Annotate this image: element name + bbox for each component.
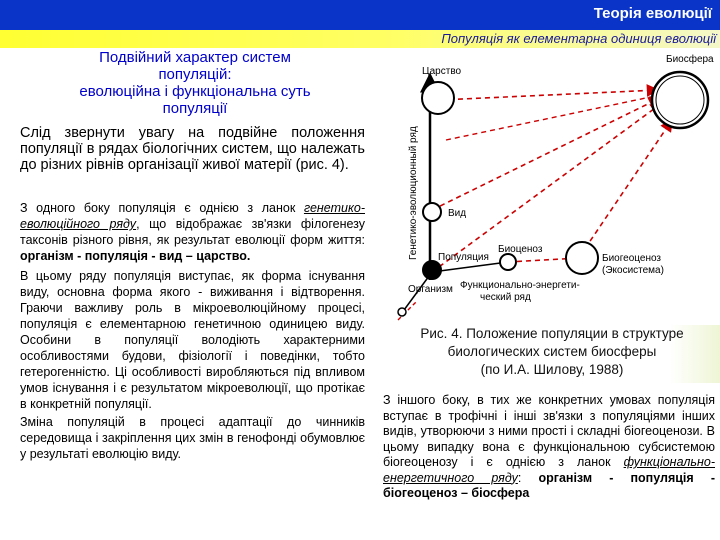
- header-subtitle: Популяція як елементарна одиниця еволюції: [441, 31, 716, 46]
- genetic-series-chain: організм - популяція - вид – царство.: [20, 249, 251, 263]
- link-population-biocenosis: [432, 262, 508, 272]
- header-bar: [0, 0, 720, 30]
- label-biosphere: Биосфера: [666, 54, 714, 65]
- right-body-text: [383, 393, 715, 502]
- species-circle: [423, 203, 441, 221]
- label-horizontal-axis-1: Функционально-энергети-: [460, 280, 580, 291]
- section-heading: [30, 49, 360, 117]
- arrow-biogeocenosis-biosphere: [580, 120, 672, 256]
- arrow-population-biosphere: [432, 103, 662, 272]
- population-circle: [423, 261, 441, 279]
- header-title: Теорія еволюції: [593, 5, 712, 22]
- biogeocenosis-circle: [566, 242, 598, 274]
- arrow-species-biosphere: [432, 98, 660, 210]
- arrow-kingdom-biosphere: [440, 90, 658, 100]
- caption-line-2: биологических систем биосферы: [447, 344, 657, 359]
- label-biocenosis: Биоценоз: [498, 244, 543, 255]
- heading-line-2: популяцій:: [158, 66, 232, 83]
- kingdom-circle: [422, 82, 454, 114]
- genetic-series-term: генетико-еволюційного ряду: [20, 201, 365, 231]
- intro-paragraph: Слід звернути увагу на подвійне положення популяції в рядах біологічних систем, що належать до різних рівнів організації живої матерії (рис. 4).: [20, 125, 365, 173]
- figure-diagram: [380, 40, 720, 340]
- biosystems-diagram: [380, 40, 720, 340]
- label-ecosystem: (Экосистема): [602, 265, 664, 276]
- organism-circle: [398, 308, 406, 316]
- right-text-mid: :: [517, 470, 539, 485]
- functional-series-chain: організм - популяція - біогеоценоз – біосфера: [383, 470, 715, 500]
- heading-line-4: популяції: [162, 100, 228, 117]
- label-biogeocenosis: Биогеоценоз: [602, 253, 661, 264]
- p1-start: З одного боку популяція є однією з ланок: [20, 201, 304, 215]
- paragraph-species-form: В цьому ряду популяція виступає, як форма існування виду, основна форма якого - виживання і відтворення. Граючи важливу роль в мікроеволюційному процесі, популяція є елементарною генетичною одиницею виду. Особини в популяції володіють характерними особливостями будови, фізіології і поведінки, тобто гетерогенністю. Ці особливості виробляються під впливом умов існування і є результатом мікроеволюції, що протікає в конкретній популяції.: [20, 269, 365, 411]
- label-population: Популяция: [438, 252, 489, 263]
- biosphere-circle: [652, 72, 708, 128]
- caption-line-3: (по И.А. Шилову, 1988): [480, 362, 624, 377]
- p1-mid: , що відображає зв'язки філогенезу таксонів різного рівня, як результат еволюції форм життя:: [20, 217, 365, 247]
- functional-series-term: функціонально-енергетичного ряду: [383, 455, 715, 485]
- label-species: Вид: [448, 208, 467, 219]
- figure-caption: [384, 325, 720, 383]
- label-organism: Организм: [408, 284, 453, 295]
- biocenosis-circle: [500, 254, 516, 270]
- caption-line-1: Рис. 4. Положение популяции в структуре: [420, 326, 684, 341]
- heading-line-1: Подвійний характер систем: [99, 49, 291, 66]
- label-kingdom: Царство: [422, 66, 462, 77]
- right-text-start: З іншого боку, в тих же конкретних умовах популяція вступає в трофічні і інші зв'язки з популяціями інших видів, утворюючи з ними прості і складні біогеоценози. В цьому випадку вона є функціональною субсистемою біогеоценозу і є однією з ланок: [383, 393, 715, 469]
- arrow-kingdom-biosphere-2: [446, 95, 660, 140]
- label-vertical-axis: Генетико-эволюционный ряд: [408, 126, 419, 260]
- label-horizontal-axis-2: ческий ряд: [480, 292, 531, 303]
- paragraph-adaptation: Зміна популяцій в процесі адаптації до чинників середовища і закріплення цих змін в генофонді обумовлює у результаті еволюцію виду.: [20, 415, 365, 461]
- heading-line-3: еволюційна і функціональна суть: [79, 83, 311, 100]
- left-body-text: [20, 200, 365, 466]
- paragraph-genetic-series: [20, 200, 365, 264]
